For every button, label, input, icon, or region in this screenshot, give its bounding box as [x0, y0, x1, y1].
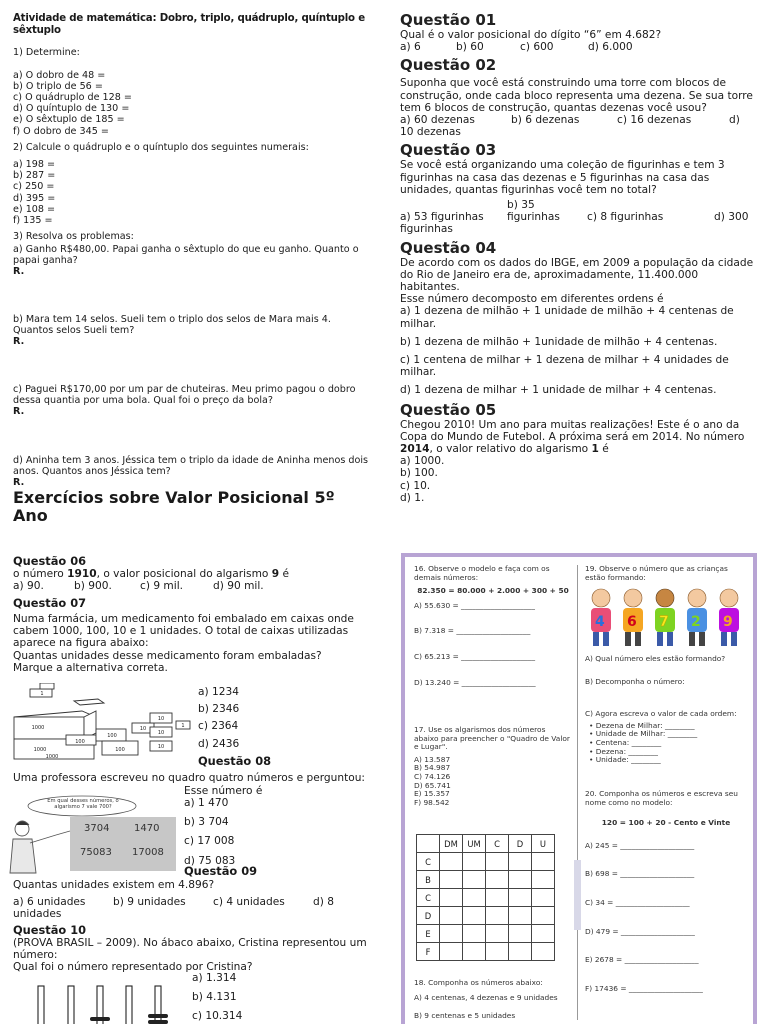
option: c) 2364 — [198, 720, 239, 733]
table-header: DM — [440, 835, 463, 853]
list-item: a) 198 = — [13, 159, 56, 171]
children-illustration — [585, 586, 745, 650]
list-item: D) 65.741 — [414, 780, 451, 790]
watermark-strip — [574, 860, 581, 930]
exercise-19 — [585, 565, 747, 582]
problem-text: d) Aninha tem 3 anos. Jéssica tem o triplo da idade de Aninha menos dois anos. Quantos anos Jéssica tem? — [13, 455, 369, 478]
page-title-cont: Ano — [13, 506, 48, 525]
section-1-list — [13, 70, 373, 137]
table-cell[interactable] — [509, 853, 532, 871]
table-row — [417, 907, 555, 925]
box-label: 10 — [139, 726, 147, 732]
question-09-options — [13, 896, 373, 920]
kid-digit: 2 — [691, 614, 701, 630]
answer-label: R. — [13, 477, 25, 489]
option-continuation: 10 dezenas — [400, 126, 461, 139]
kid-digit: 4 — [595, 614, 605, 630]
question-07-text: Numa farmácia, um medicamento foi embalado em caixas onde cabem 1000, 100, 10 e 1 unidades. O total de caixas utilizadas aparece na figura abaixo: — [13, 613, 354, 650]
option: b) 900. — [74, 580, 112, 593]
question-03-text: Se você está organizando uma coleção de figurinhas e tem 3 figurinhas na casa das dezenas e 5 figurinhas na casa das unidades, quantas figurinhas você tem no total? — [400, 159, 725, 196]
option: a) 1000. — [400, 455, 445, 468]
question-07-text-2: Quantas unidades desse medicamento foram embaladas? Marque a alternativa correta. — [13, 649, 322, 674]
option: c) 10.314 — [192, 1010, 243, 1023]
highlighted-number: 1910 — [67, 568, 97, 580]
question-text-mid: , o valor relativo do algarismo — [429, 443, 589, 456]
answer-label: R. — [13, 336, 25, 348]
exercise-18-title: 18. Componha os números abaixo: — [414, 978, 543, 987]
table-cell[interactable] — [440, 943, 463, 961]
table-cell[interactable] — [440, 925, 463, 943]
list-item: • Unidade: ________ — [589, 755, 661, 765]
table-cell[interactable] — [486, 889, 509, 907]
table-header: C — [486, 835, 509, 853]
option: c) 1 centena de milhar + 1 dezena de milhar + 4 unidades de milhar. — [400, 354, 729, 379]
question-06-options — [13, 580, 383, 592]
option: c) 600 — [520, 41, 554, 54]
option: c) 16 dezenas — [617, 114, 692, 127]
option: b) 35 figurinhas — [507, 199, 560, 224]
option: c) 9 mil. — [140, 580, 184, 593]
table-row — [417, 835, 555, 853]
table-cell[interactable] — [509, 889, 532, 907]
question-10 — [13, 924, 373, 974]
list-item: A) 13.587 — [414, 754, 451, 764]
list-item: • Unidade de Milhar: ________ — [589, 729, 698, 739]
option: b) 1 dezena de milhão + 1unidade de milhão + 4 centenas. — [400, 335, 718, 348]
row-label: F — [417, 943, 440, 961]
kid-digit: 9 — [723, 614, 733, 630]
option: d) — [729, 114, 740, 127]
box-label: 1000 — [33, 747, 47, 753]
question-10-text: (PROVA BRASIL – 2009). No ábaco abaixo, Cristina representou um número: — [13, 937, 367, 962]
child-figure — [687, 589, 707, 646]
box-label: 10 — [157, 744, 165, 750]
question-04-text: De acordo com os dados do IBGE, em 2009 a população da cidade do Rio de Janeiro era de, aproximadamente, 11.400.000 habitantes. — [400, 256, 754, 294]
option: a) 90. — [13, 580, 44, 593]
table-header: D — [509, 835, 532, 853]
place-value-table — [416, 834, 555, 961]
table-cell[interactable] — [532, 871, 555, 889]
box-label: 10 — [157, 716, 165, 722]
abacus-illustration — [30, 982, 180, 1024]
right-column — [400, 12, 755, 504]
table-cell[interactable] — [463, 853, 486, 871]
question-08-title: Questão 08 — [198, 754, 272, 768]
highlighted-number: 2014 — [400, 443, 430, 456]
question-10-options — [192, 972, 282, 1023]
table-row — [417, 853, 555, 871]
question-04-title: Questão 04 — [400, 238, 497, 257]
abacus-bead — [90, 1017, 110, 1021]
question-07 — [13, 597, 358, 674]
child-figure — [623, 589, 643, 646]
medicine-boxes-illustration — [12, 683, 194, 763]
abacus-bead — [148, 1020, 168, 1024]
option: c) 4 unidades — [213, 896, 285, 908]
option: c) 17 008 — [184, 835, 235, 848]
problem-a — [13, 244, 369, 278]
question-09-text: Quantas unidades existem em 4.896? — [13, 879, 215, 891]
box-label: 100 — [107, 733, 117, 739]
list-item: a) O dobro de 48 = — [13, 69, 106, 81]
box-top — [74, 699, 104, 705]
table-cell[interactable] — [509, 943, 532, 961]
list-item: c) O quádruplo de 128 = — [13, 92, 132, 104]
speech-bubble-text: Em qual desses números, o algarismo 7 vale 700? — [47, 798, 119, 810]
question-text-end: é — [602, 443, 609, 456]
exercise-16-item: A) 55.630 = ____________________ — [414, 600, 535, 610]
list-item: f) 135 = — [13, 215, 53, 227]
table-cell[interactable] — [532, 889, 555, 907]
table-cell[interactable] — [486, 871, 509, 889]
answer-label: R. — [13, 266, 25, 278]
list-item: F) 98.542 — [414, 797, 450, 807]
exercise-16 — [414, 565, 572, 687]
table-row — [417, 925, 555, 943]
table-cell[interactable] — [463, 889, 486, 907]
option: d) 300 — [714, 211, 749, 224]
box-label: 1000 — [31, 725, 45, 731]
table-header: U — [532, 835, 555, 853]
option: a) 1 470 — [184, 797, 229, 809]
question-06 — [13, 555, 383, 592]
exercise-17-title: 17. Use os algarismos dos números abaixo para preencher o "Quadro de Valor e Lugar". — [414, 725, 570, 752]
table-cell[interactable] — [532, 853, 555, 871]
question-07-title: Questão 07 — [13, 596, 87, 610]
question-08-text-2: Esse número é — [184, 785, 263, 797]
question-08-options — [184, 797, 274, 867]
exercise-20-item: C) 34 = ____________________ — [585, 897, 690, 907]
child-figure — [719, 589, 739, 646]
question-05-text — [400, 419, 755, 456]
kid-digit: 6 — [627, 614, 637, 630]
option: a) 6 unidades — [13, 896, 86, 908]
option: a) 6 — [400, 41, 421, 54]
exercise-16-title: 16. Observe o modelo e faça com os demais números: — [414, 564, 550, 582]
option-continuation: unidades — [13, 908, 62, 921]
exercise-19-question-c: C) Agora escreva o valor de cada ordem: — [585, 709, 737, 719]
problem-text: a) Ganho R$480,00. Papai ganha o sêxtuplo do que eu ganho. Quanto o papai ganha? — [13, 244, 359, 267]
table-cell[interactable] — [509, 925, 532, 943]
list-item: • Dezena: ________ — [589, 746, 658, 756]
option: d) 6.000 — [588, 41, 633, 54]
exercise-16-item: B) 7.318 = ____________________ — [414, 626, 531, 636]
board-number: 1470 — [134, 823, 160, 834]
table-cell[interactable] — [440, 907, 463, 925]
question-01-text: Qual é o valor posicional do dígito “6” em 4.682? — [400, 29, 662, 41]
table-cell[interactable] — [486, 925, 509, 943]
option: a) 1.314 — [192, 972, 237, 984]
question-text-mid: , o valor posicional do algarismo — [96, 568, 269, 580]
question-02-options — [400, 114, 755, 126]
question-01-options — [400, 41, 755, 53]
table-cell[interactable] — [532, 925, 555, 943]
option: b) 9 unidades — [113, 896, 186, 908]
question-09-title: Questão 09 — [184, 864, 258, 878]
table-cell[interactable] — [440, 853, 463, 871]
list-item: e) O sêxtuplo de 185 = — [13, 114, 125, 126]
list-item: d) O quíntuplo de 130 = — [13, 103, 130, 115]
row-label: E — [417, 925, 440, 943]
exercise-17 — [414, 726, 572, 807]
list-item: C) 74.126 — [414, 771, 451, 781]
option: c) 10. — [400, 479, 431, 492]
highlighted-digit: 1 — [591, 443, 599, 456]
question-01-title: Questão 01 — [400, 11, 497, 29]
table-header: UM — [463, 835, 486, 853]
exercise-20-item: A) 245 = ____________________ — [585, 840, 695, 850]
exercise-20 — [585, 790, 747, 993]
abacus-bead — [148, 1014, 168, 1018]
teacher-figure — [10, 821, 70, 873]
table-row — [417, 943, 555, 961]
option: d) 1. — [400, 491, 425, 504]
table-cell[interactable] — [463, 871, 486, 889]
option: a) 53 figurinhas — [400, 211, 484, 224]
table-cell[interactable] — [509, 907, 532, 925]
list-item: • Dezena de Milhar: ________ — [589, 720, 695, 730]
exercise-20-title: 20. Componha os números e escreva seu nome como no modelo: — [585, 789, 738, 807]
option: a) 60 dezenas — [400, 114, 475, 127]
row-label: B — [417, 871, 440, 889]
table-row — [417, 889, 555, 907]
question-03-options — [400, 199, 755, 223]
question-02-title: Questão 02 — [400, 56, 497, 75]
section-3-heading: 3) Resolva os problemas: — [13, 231, 134, 243]
table-cell[interactable] — [486, 853, 509, 871]
question-08-text: Uma professora escreveu no quadro quatro números e perguntou: — [13, 772, 365, 784]
exercise-16-model: 82.350 = 80.000 + 2.000 + 300 + 50 — [417, 586, 569, 596]
row-label: C — [417, 853, 440, 871]
problem-text: c) Paguei R$170,00 por um par de chuteiras. Meu primo pagou o dobro dessa quantia por uma bola. Qual foi o preço da bola? — [13, 384, 356, 407]
option: b) 60 — [456, 41, 484, 54]
option: d) 2436 — [198, 737, 240, 750]
section-2-heading: 2) Calcule o quádruplo e o quíntuplo dos seguintes numerais: — [13, 141, 309, 153]
teacher-board-illustration — [8, 795, 180, 877]
question-06-title: Questão 06 — [13, 554, 87, 568]
table-cell[interactable] — [440, 871, 463, 889]
left-column — [13, 13, 373, 242]
list-item: e) 108 = — [13, 203, 56, 215]
option: a) 1234 — [198, 686, 239, 698]
exercise-19-orders — [585, 722, 747, 765]
list-item: b) O triplo de 56 = — [13, 80, 103, 92]
question-06-text — [13, 568, 383, 580]
exercise-20-item: D) 479 = ____________________ — [585, 926, 695, 936]
table-cell[interactable] — [463, 925, 486, 943]
table-cell[interactable] — [440, 889, 463, 907]
section-1-heading: 1) Determine: — [13, 47, 80, 59]
question-03-title: Questão 03 — [400, 141, 497, 160]
option: b) 4.131 — [192, 991, 237, 1004]
option: b) 2346 — [198, 703, 240, 716]
child-figure — [655, 589, 675, 646]
option: b) 3 704 — [184, 816, 229, 829]
table-cell[interactable] — [486, 943, 509, 961]
question-05-title: Questão 05 — [400, 400, 497, 419]
table-row — [417, 871, 555, 889]
table-cell[interactable] — [463, 943, 486, 961]
option: d) 75 083 — [184, 854, 236, 867]
list-item: c) 250 = — [13, 181, 55, 193]
answer-label: R. — [13, 406, 25, 418]
question-10-title: Questão 10 — [13, 923, 87, 937]
option: b) 100. — [400, 467, 438, 480]
row-label: D — [417, 907, 440, 925]
exercise-18-item: B) 9 centenas e 5 unidades — [414, 1011, 516, 1021]
highlighted-digit: 9 — [271, 568, 280, 580]
option: b) 6 dezenas — [511, 114, 580, 127]
exercise-20-model: 120 = 100 + 20 - Cento e Vinte — [601, 818, 731, 828]
option: c) 8 figurinhas — [587, 211, 664, 224]
box-1 — [40, 683, 54, 689]
exercise-16-item: C) 65.213 = ____________________ — [414, 651, 536, 661]
table-cell[interactable] — [486, 907, 509, 925]
list-item: f) O dobro de 345 = — [13, 125, 109, 137]
exercise-17-list — [414, 756, 572, 808]
exercise-19-title: 19. Observe o número que as crianças estão formando: — [585, 564, 728, 582]
option: a) 1 dezena de milhão + 1 unidade de milhão + 4 centenas de milhar. — [400, 305, 734, 330]
exercise-19-questions — [585, 655, 747, 765]
box-label: 1 — [40, 691, 44, 697]
table-cell[interactable] — [463, 907, 486, 925]
question-10-text-2: Qual foi o número representado por Cristina? — [13, 961, 253, 974]
exercise-18-item: A) 4 centenas, 4 dezenas e 9 unidades — [414, 992, 558, 1002]
question-text-end: é — [282, 568, 290, 580]
board-number: 75083 — [80, 847, 112, 858]
worksheet-divider — [577, 565, 578, 1020]
list-item: • Centena: ________ — [589, 737, 662, 747]
table-cell[interactable] — [532, 907, 555, 925]
option: d) 8 — [313, 896, 334, 908]
table-header — [417, 835, 440, 853]
table-cell[interactable] — [532, 943, 555, 961]
box-label: 100 — [75, 739, 85, 745]
board-number: 3704 — [84, 823, 110, 834]
option: d) 90 mil. — [213, 580, 264, 593]
worksheet-title: Atividade de matemática: Dobro, triplo, quádruplo, quíntuplo e sêxtuplo — [13, 13, 365, 37]
box-label: 10 — [157, 730, 165, 736]
problem-b — [13, 314, 369, 348]
exercise-20-item: E) 2678 = ____________________ — [585, 955, 699, 965]
board-number: 17008 — [132, 847, 164, 858]
box-label: 100 — [115, 747, 125, 753]
box-label: 1 — [181, 723, 185, 729]
exercise-18 — [414, 979, 574, 1021]
question-text: o número — [13, 568, 64, 580]
question-02-text: Suponha que você está construindo uma torre com blocos de construção, onde cada bloco representa uma dezena. Se sua torre tem 6 blocos de construção, quantas dezenas você usou? — [400, 77, 753, 114]
kid-digit: 7 — [659, 614, 669, 630]
box-label: 1000 — [45, 754, 59, 760]
question-text: Chegou 2010! Um ano para muitas realizações! Este é o ano da Copa do Mundo de Futebol. A próxima será em 2014. No número — [400, 418, 745, 443]
option: d) 1 dezena de milhar + 1 unidade de milhar + 4 centenas. — [400, 384, 717, 397]
row-label: C — [417, 889, 440, 907]
child-figure — [591, 589, 611, 646]
exercise-16-item: D) 13.240 = ____________________ — [414, 677, 536, 687]
list-item: b) 287 = — [13, 170, 56, 182]
list-item: E) 15.357 — [414, 789, 450, 799]
section-2-list — [13, 159, 373, 226]
exercise-19-question-a: A) Qual número eles estão formando? — [585, 654, 726, 663]
table-cell[interactable] — [509, 871, 532, 889]
exercise-19-question-b: B) Decomponha o número: — [585, 676, 685, 686]
section-big-title — [13, 489, 383, 525]
list-item: d) 395 = — [13, 192, 56, 204]
problem-c — [13, 384, 369, 418]
question-07-options — [198, 686, 288, 750]
page-title: Exercícios sobre Valor Posicional 5º — [13, 488, 335, 507]
option-continuation: figurinhas — [400, 223, 453, 236]
list-item: B) 54.987 — [414, 763, 451, 773]
exercise-20-item: B) 698 = ____________________ — [585, 869, 695, 879]
problem-text: b) Mara tem 14 selos. Sueli tem o triplo dos selos de Mara mais 4. Quantos selos Sueli tem? — [13, 314, 331, 337]
exercise-20-item: F) 17436 = ____________________ — [585, 983, 703, 993]
problem-d — [13, 455, 369, 489]
question-04-text-2: Esse número decomposto em diferentes ordens é — [400, 293, 664, 306]
